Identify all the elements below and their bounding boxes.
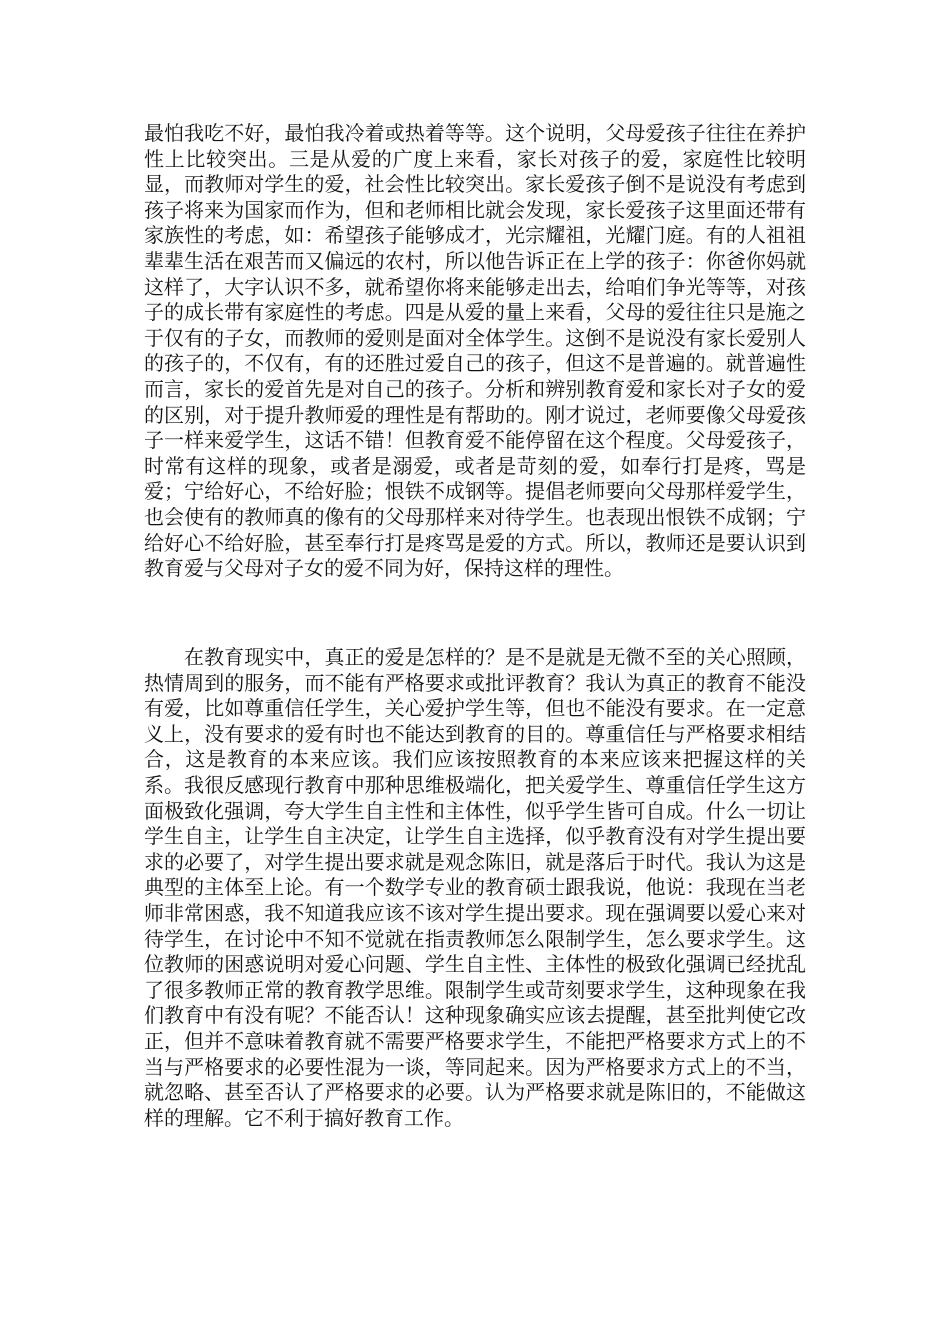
body-paragraph-2: 在教育现实中，真正的爱是怎样的？是不是就是无微不至的关心照顾，热情周到的服务，而不能有严格要求或批评教育？我认为真正的教育不能没有爱，比如尊重信任学生，关心爱护学生等，但也不能没有要求。在一定意义上，没有要求的爱有时也不能达到教育的目的。尊重信任与严格要求相结合，这是教育的本来应该。我们应该按照教育的本来应该来把握这样的关系。我很反感现行教育中那种思维极端化，把关爱学生、尊重信任学生这方面极致化强调，夸大学生自主性和主体性，似乎学生皆可自成。什么一切让学生自主，让学生自主决定，让学生自主选择，似乎教育没有对学生提出要求的必要了，对学生提出要求就是观念陈旧，就是落后于时代。我认为这是典型的主体至上论。有一个数学专业的教育硕士跟我说，他说：我现在当老师非常困惑，我不知道我应该不该对学生提出要求。现在强调要以爱心来对待学生，在讨论中不知不觉就在指责教师怎么限制学生，怎么要求学生。这位教师的困惑说明对爱心问题、学生自主性、主体性的极致化强调已经扰乱了很多教师正常的教育教学思维。限制学生或苛刻要求学生，这种现象在我们教育中有没有呢？不能否认！这种现象确实应该去提醒，甚至批判使它改正，但并不意味着教育就不需要严格要求学生，不能把严格要求方式上的不当与严格要求的必要性混为一谈，等同起来。因为严格要求方式上的不当，就忽略、甚至否认了严格要求的必要。认为严格要求就是陈旧的，不能做这样的理解。它不利于搞好教育工作。 — [144, 645, 806, 1130]
body-paragraph-1: 最怕我吃不好，最怕我冷着或热着等等。这个说明，父母爱孩子往往在养护性上比较突出。三是从爱的广度上来看，家长对孩子的爱，家庭性比较明显，而教师对学生的爱，社会性比较突出。家长爱孩子倒不是说没有考虑到孩子将来为国家而作为，但和老师相比就会发现，家长爱孩子这里面还带有家族性的考虑，如：希望孩子能够成才，光宗耀祖，光耀门庭。有的人祖祖辈辈生活在艰苦而又偏远的农村，所以他告诉正在上学的孩子：你爸你妈就这样了，大字认识不多，就希望你将来能够走出去，给咱们争光等等，对孩子的成长带有家庭性的考虑。四是从爱的量上来看，父母的爱往往只是施之于仅有的子女，而教师的爱则是面对全体学生。这倒不是说没有家长爱别人的孩子的，不仅有，有的还胜过爱自己的孩子，但这不是普遍的。就普遍性而言，家长的爱首先是对自己的孩子。分析和辨别教育爱和家长对子女的爱的区别，对于提升教师爱的理性是有帮助的。刚才说过，老师要像父母爱孩子一样来爱学生，这话不错！但教育爱不能停留在这个程度。父母爱孩子，时常有这样的现象，或者是溺爱，或者是苛刻的爱，如奉行打是疼，骂是爱；宁给好心，不给好脸；恨铁不成钢等。提倡老师要向父母那样爱学生，也会使有的教师真的像有的父母那样来对待学生。也表现出恨铁不成钢；宁给好心不给好脸，甚至奉行打是疼骂是爱的方式。所以，教师还是要认识到教育爱与父母对子女的爱不同为好，保持这样的理性。 — [144, 121, 806, 581]
